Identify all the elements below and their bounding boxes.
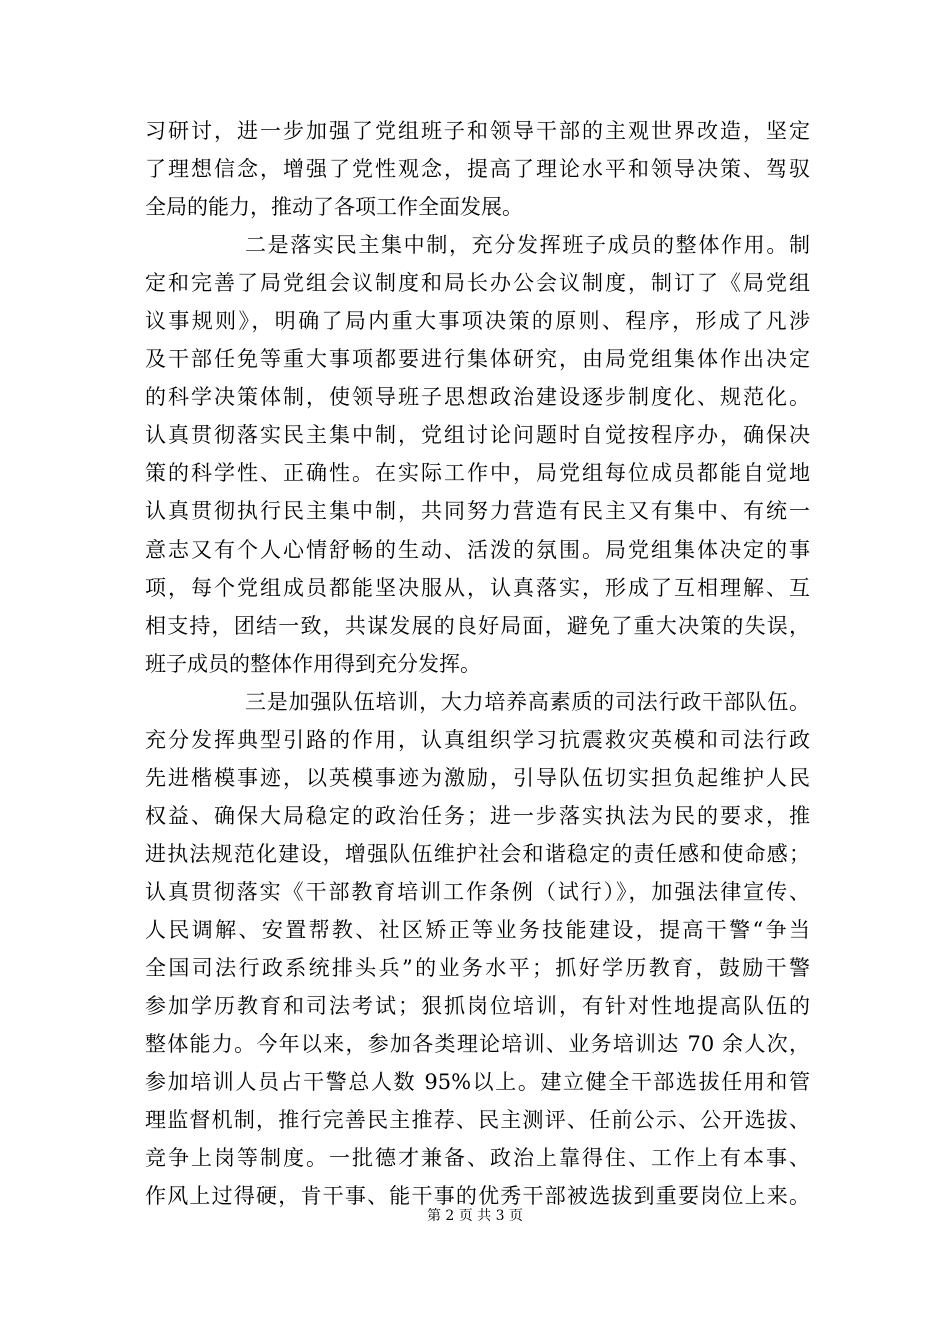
text-line-14: 相支持，团结一致，共谋发展的良好局面，避免了重大决策的失误， (145, 613, 810, 638)
text-line-29: 作风上过得硬，肯干事、能干事的优秀干部被选拔到重要岗位上来。 (145, 1184, 810, 1209)
text-line-12: 意志又有个人心情舒畅的生动、活泼的氛围。局党组集体决定的事 (145, 537, 810, 562)
text-line-27: 理监督机制，推行完善民主推荐、民主测评、任前公示、公开选拔、 (145, 1108, 810, 1133)
text-line-2: 了理想信念，增强了党性观念，提高了理论水平和领导决策、驾驭 (145, 157, 810, 182)
text-line-20: 进执法规范化建设，增强队伍维护社会和谐稳定的责任感和使命感； (145, 841, 810, 866)
text-line-22: 人民调解、安置帮教、社区矫正等业务技能建设，提高干警“争当 (145, 917, 810, 942)
text-line-15: 班子成员的整体作用得到充分发挥。 (145, 651, 481, 676)
text-line-18: 先进楷模事迹，以英模事迹为激励，引导队伍切实担负起维护人民 (145, 765, 810, 790)
text-line-23: 全国司法行政系统排头兵”的业务水平；抓好学历教育，鼓励干警 (145, 956, 810, 981)
text-line-24: 参加学历教育和司法考试；狠抓岗位培训，有针对性地提高队伍的 (145, 994, 810, 1019)
paragraph-2-start: 二是落实民主集中制，充分发挥班子成员的整体作用。制 (245, 233, 810, 258)
text-line-6: 议事规则》，明确了局内重大事项决策的原则、程序，形成了凡涉 (145, 309, 810, 334)
text-line-26: 参加培训人员占干警总人数 95%以上。建立健全干部选拔任用和管 (145, 1070, 810, 1095)
text-line-17: 充分发挥典型引路的作用，认真组织学习抗震救灾英模和司法行政 (145, 727, 810, 752)
paragraph-3-start: 三是加强队伍培训，大力培养高素质的司法行政干部队伍。 (245, 689, 810, 714)
text-line-3: 全局的能力，推动了各项工作全面发展。 (145, 195, 523, 220)
text-line-1: 习研讨，进一步加强了党组班子和领导干部的主观世界改造，坚定 (145, 119, 810, 143)
text-line-21: 认真贯彻落实《干部教育培训工作条例（试行）》，加强法律宣传、 (145, 879, 810, 904)
body-text (145, 112, 810, 1215)
text-line-9: 认真贯彻落实民主集中制，党组讨论问题时自觉按程序办，确保决 (145, 423, 810, 448)
text-line-13: 项，每个党组成员都能坚决服从，认真落实，形成了互相理解、互 (145, 575, 810, 600)
text-line-28: 竞争上岗等制度。一批德才兼备、政治上靠得住、工作上有本事、 (145, 1146, 810, 1171)
text-line-5: 定和完善了局党组会议制度和局长办公会议制度，制订了《局党组 (145, 271, 810, 296)
text-line-10: 策的科学性、正确性。在实际工作中，局党组每位成员都能自觉地 (145, 461, 810, 486)
text-line-8: 的科学决策体制，使领导班子思想政治建设逐步制度化、规范化。 (145, 385, 810, 410)
page-number: 第 2 页 共 3 页 (426, 1208, 524, 1224)
text-line-25: 整体能力。今年以来，参加各类理论培训、业务培训达 70 余人次， (145, 1032, 810, 1057)
text-line-11: 认真贯彻执行民主集中制，共同努力营造有民主又有集中、有统一 (145, 499, 810, 524)
text-line-7: 及干部任免等重大事项都要进行集体研究，由局党组集体作出决定 (145, 347, 810, 372)
text-line-19: 权益、确保大局稳定的政治任务；进一步落实执法为民的要求，推 (145, 803, 810, 828)
